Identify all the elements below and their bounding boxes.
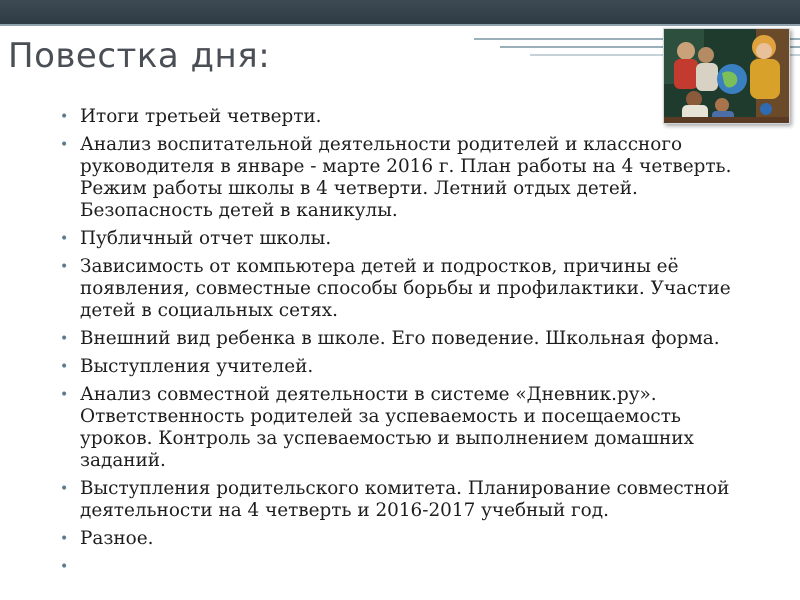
agenda-item-text: Публичный отчет школы. (80, 228, 332, 249)
agenda-item-text: Выступления родительского комитета. Планирование совместной деятельности на 4 четверть и 2016-2017 учебный год. (80, 478, 730, 521)
agenda-item (60, 356, 740, 378)
bullet-icon: • (60, 387, 69, 403)
bullet-icon: • (60, 331, 69, 347)
agenda-item (60, 384, 740, 472)
agenda-item (60, 106, 740, 128)
agenda-item-text: Разное. (80, 528, 154, 549)
top-decorative-band (0, 0, 800, 24)
bullet-icon: • (60, 359, 69, 375)
bullet-icon: • (60, 137, 69, 153)
agenda-item-text: Зависимость от компьютера детей и подростков, причины её появления, совместные способы борьбы и профилактики. Участие детей в социальных сетях. (80, 256, 731, 321)
agenda-item-text: Итоги третьей четверти. (80, 106, 322, 127)
agenda-item (60, 228, 740, 250)
bullet-icon: • (60, 559, 69, 575)
bullet-icon: • (60, 531, 69, 547)
bullet-icon: • (60, 259, 69, 275)
bullet-icon: • (60, 109, 69, 125)
agenda-item (60, 478, 740, 522)
bullet-icon: • (60, 481, 69, 497)
agenda-item (60, 328, 740, 350)
agenda-item-text: Внешний вид ребенка в школе. Его поведение. Школьная форма. (80, 328, 720, 349)
top-band-stripe (0, 24, 800, 26)
agenda-item-text: Анализ совместной деятельности в системе «Дневник.ру». Ответственность родителей за успеваемость и посещаемость уроков. Контроль за успеваемостью и выполнением домашних заданий. (80, 384, 694, 471)
bullet-icon: • (60, 231, 69, 247)
agenda-item (60, 134, 740, 222)
agenda-list (60, 106, 740, 575)
agenda-item-text: Анализ воспитательной деятельности родителей и классного руководителя в январе - марте 2016 г. План работы на 4 четверть. Режим работы школы в 4 четверти. Летний отдых детей. Безопасность детей в каникулы. (80, 134, 732, 221)
agenda-item (60, 528, 740, 550)
slide-title: Повестка дня: (8, 36, 271, 76)
agenda-item-text: Выступления учителей. (80, 356, 314, 377)
agenda-item (60, 256, 740, 322)
